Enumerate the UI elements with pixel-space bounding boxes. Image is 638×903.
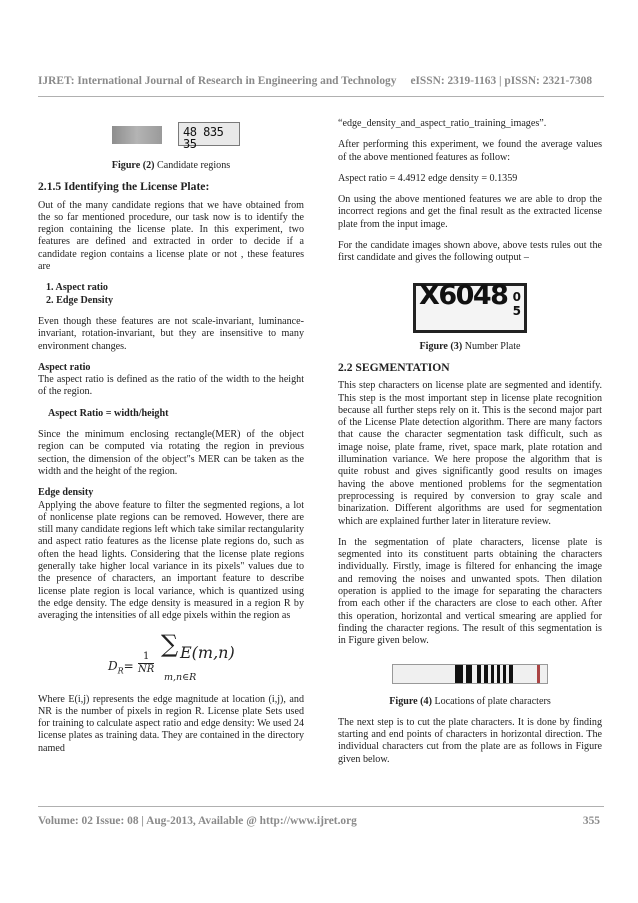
paragraph: “edge_density_and_aspect_ratio_training_images”. [338,118,547,129]
paragraph: The next step is to cut the plate characters. It is done by finding starting and end points of characters in horizontal direction. The individual characters cut from the plate are as follows in Figure given below. [338,716,602,765]
list-item: 1. Aspect ratio [46,282,108,294]
paragraph: Applying the above feature to filter the segmented regions, a lot of nonlicense plate regions can be removed. However, there are still many candidate regions left which take similar rectangularity and aspect ratio features as the license plate regions do, such as often the head lights. Considering that the license plate regions generally take higher local variance in its pixels" values due to the presence of characters, an important feature to describe license plate region is local variance, which is quantized using the edge density. The edge density is measured in a region R by averaging the intensities of all edge pixels within the region as [38,499,304,622]
figure-2-caption: Figure (2) Candidate regions [111,160,231,171]
edge-density-formula: $D_R=$ $\frac{1}{NR}$ ∑ E(m,n) m,n∈R [108,629,235,683]
candidate-region-2: 48 835 35 [178,122,240,146]
number-plate-image: X6048 0 5 [413,283,527,333]
aspect-ratio-formula: Aspect Ratio = width/height [48,407,169,419]
candidate-region-1 [112,126,162,144]
feature-list [46,282,304,307]
running-header [38,75,604,87]
paragraph: For the candidate images shown above, above tests rules out the first candidate and gives the following output – [338,240,602,264]
left-column [38,118,304,764]
paragraph: After performing this experiment, we found the average values of the above mentioned features as follow: [338,139,602,163]
paragraph: On using the above mentioned features we are able to drop the incorrect regions and get the final result as the extracted license plate from the input image. [338,194,602,230]
paragraph: Out of the many candidate regions that we have obtained from the so far mentioned procedure, our task now is to identify the region containing the license plate. In this experiment, two features are defined and extracted in order to decide if a candidate region contains a license plate or not , these features are [38,199,304,273]
issn-text: eISSN: 2319-1163 | pISSN: 2321-7308 [410,75,593,87]
paragraph: Even though these features are not scale-invariant, luminance-invariant, rotation-invariant, but they are insensitive to many environment changes. [38,315,304,352]
header-rule [38,96,604,97]
paragraph: Aspect ratio = 4.4912 edge density = 0.1359 [338,172,518,184]
footer-text: Volume: 02 Issue: 08 | Aug-2013, Available @ http://www.ijret.org [38,815,357,827]
figure-3-caption: Figure (3) Number Plate [419,340,521,352]
edge-density-heading: Edge density [38,487,94,499]
footer-rule [38,806,604,807]
paragraph: This step characters on license plate are segmented and identify. This step is the most important step in license plate recognition because all further steps rely on it. This is the second major part of the License Plate detection algorithm. There are many factors that cause the character segmentation task difficult, such as image noise, plate frame, rivet, space mark, plate rotation and illumination variance. We here propose the algorithm that is quite robust and gives significantly good results on images having the above mentioned problems for the segmentation preprocessing is required by conversion to gray scale and binarization. Different algorithms are used for segmentation which are explained further later in literature review. [338,380,602,527]
figure-4-caption: Figure (4) Locations of plate characters [389,695,551,707]
right-column [338,118,602,775]
paragraph: Since the minimum enclosing rectangle(MER) of the object region can be computed via rotating the region in previous section, the dimension of the object"s MER can be taken as the width and the height of the region. [38,429,304,477]
aspect-ratio-heading: Aspect ratio [38,361,91,373]
segmentation-image [392,664,548,684]
paragraph: Where E(i,j) represents the edge magnitude at location (i,j), and NR is the number of pixels in region R. License plate Sets used for training to calculate aspect ratio and edge density: We used 24 license plates as training data. They are contained in the directory named [38,693,304,754]
journal-title: IJRET: International Journal of Research in Engineering and Technology [38,75,397,87]
section-title-2-1-5: 2.1.5 Identifying the License Plate: [38,180,210,194]
page-number: 355 [582,815,600,827]
figure-2-image [38,118,304,152]
paragraph: In the segmentation of plate characters, license plate is segmented into its constituent parts obtaining the characters individually. Firstly, image is filtered for enhancing the image and removing the noises and unwanted spots. Then dilation operation is applied to the image for separating the characters from each other if the characters are close to each other. After this operation, horizontal and vertical smearing are applied for finding the character regions. The result of this segmentation is in Figure given below. [338,536,602,647]
section-title-2-2: 2.2 SEGMENTATION [338,360,450,374]
paragraph: The aspect ratio is defined as the ratio of the width to the height of the region. [38,374,304,398]
list-item: 2. Edge Density [46,294,114,306]
